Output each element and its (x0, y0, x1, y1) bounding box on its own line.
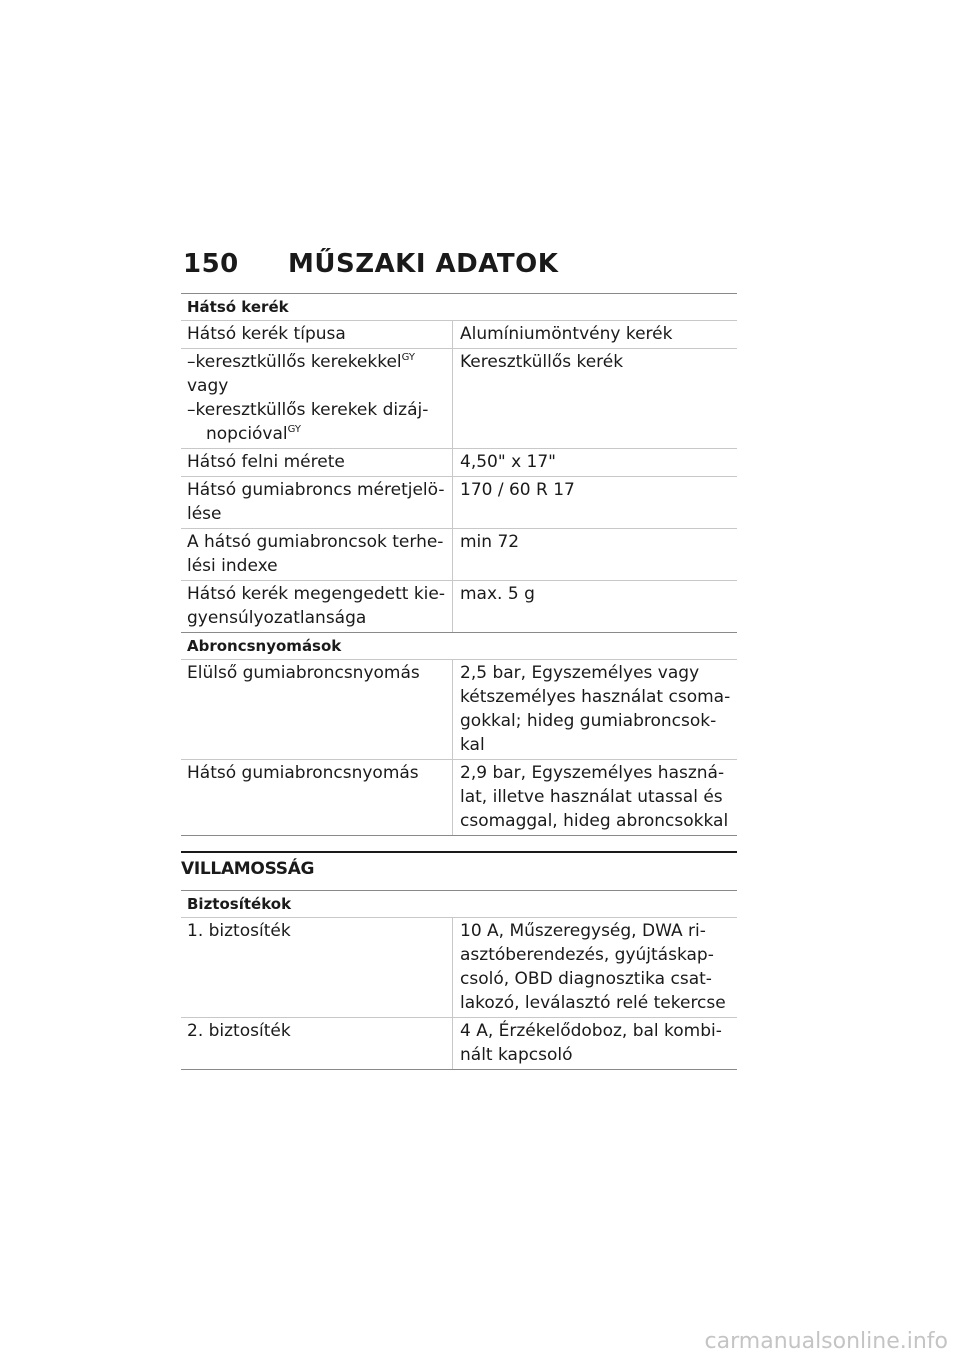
page-title: MŰSZAKI ADATOK (288, 249, 559, 279)
label-line: gyensúlyozatlansága (187, 608, 367, 628)
table-row (181, 659, 737, 759)
row-value (453, 660, 737, 759)
value-line: asztóberendezés, gyújtáskap- (460, 945, 714, 965)
option-superscript: GY (287, 424, 301, 435)
value-line: lat, illetve használat utassal és (460, 787, 723, 807)
table-row (181, 759, 737, 836)
value-line: kétszemélyes használat csoma- (460, 687, 731, 707)
label-line: lési indexe (187, 556, 278, 576)
row-label (181, 477, 453, 528)
row-label (181, 660, 453, 759)
page-header (183, 246, 558, 282)
table-row (181, 320, 737, 348)
label-line: Hátsó kerék típusa (187, 324, 346, 344)
row-label (181, 321, 453, 348)
row-value (453, 349, 737, 448)
row-label (181, 918, 453, 1017)
value-line: 2,5 bar, Egyszemélyes vagy (460, 663, 700, 683)
table-row (181, 448, 737, 476)
row-label (181, 349, 453, 448)
label-line: Hátsó felni mérete (187, 452, 345, 472)
value-line: kal (460, 735, 485, 755)
label-line: Hátsó gumiabroncsnyomás (187, 763, 419, 783)
value-line: csomaggal, hideg abroncsokkal (460, 811, 729, 831)
value-line: 170 / 60 R 17 (460, 480, 575, 500)
row-value (453, 477, 737, 528)
table-row (181, 580, 737, 632)
value-line: Keresztküllős kerék (460, 352, 624, 372)
label-line: Hátsó gumiabroncs méretjelö- (187, 480, 445, 500)
label-line: vagy (187, 376, 229, 396)
table-row (181, 917, 737, 1017)
label-line: lése (187, 504, 222, 524)
label-line: –keresztküllős kerekek dizáj- (187, 400, 429, 420)
watermark: carmanualsonline.info (704, 1329, 948, 1354)
value-line: min 72 (460, 532, 520, 552)
row-value (453, 449, 737, 476)
value-line: lakozó, leválasztó relé tekercse (460, 993, 726, 1013)
value-line: 4,50" x 17" (460, 452, 556, 472)
value-line: 10 A, Műszeregység, DWA ri- (460, 921, 706, 941)
section-heading-tire-pressure: Abroncsnyomások (181, 632, 737, 659)
value-line: Alumíniumöntvény kerék (460, 324, 673, 344)
row-value (453, 1018, 737, 1069)
label-line: Hátsó kerék megengedett kie- (187, 584, 445, 604)
label-line: A hátsó gumiabroncsok terhe- (187, 532, 444, 552)
value-line: 4 A, Érzékelődoboz, bal kombi- (460, 1021, 722, 1041)
label-line (187, 422, 446, 446)
value-line: csoló, OBD diagnosztika csat- (460, 969, 712, 989)
row-label (181, 1018, 453, 1069)
label-line: 2. biztosíték (187, 1021, 291, 1041)
value-line: nált kapcsoló (460, 1045, 573, 1065)
table-row (181, 476, 737, 528)
table-row (181, 348, 737, 448)
table-row (181, 1017, 737, 1070)
row-value (453, 321, 737, 348)
option-superscript: GY (401, 352, 416, 363)
table-row (181, 528, 737, 580)
value-line: gokkal; hideg gumiabroncsok- (460, 711, 717, 731)
row-value (453, 918, 737, 1017)
row-value (453, 581, 737, 632)
spec-content (181, 293, 737, 1070)
label-line: 1. biztosíték (187, 921, 291, 941)
row-value (453, 760, 737, 835)
value-line: 2,9 bar, Egyszemélyes haszná- (460, 763, 725, 783)
row-label (181, 581, 453, 632)
page-number: 150 (183, 249, 239, 279)
label-text: nopcióval (206, 424, 288, 444)
label-text: –keresztküllős kerekekkel (187, 352, 402, 372)
label-line (187, 350, 446, 374)
row-label (181, 449, 453, 476)
section-heading-rear-wheel: Hátsó kerék (181, 293, 737, 320)
value-line: max. 5 g (460, 584, 535, 604)
row-label (181, 760, 453, 835)
row-value (453, 529, 737, 580)
chapter-heading-electrical: VILLAMOSSÁG (181, 851, 737, 890)
label-line: Elülső gumiabroncsnyomás (187, 663, 420, 683)
row-label (181, 529, 453, 580)
section-heading-fuses: Biztosítékok (181, 890, 737, 917)
